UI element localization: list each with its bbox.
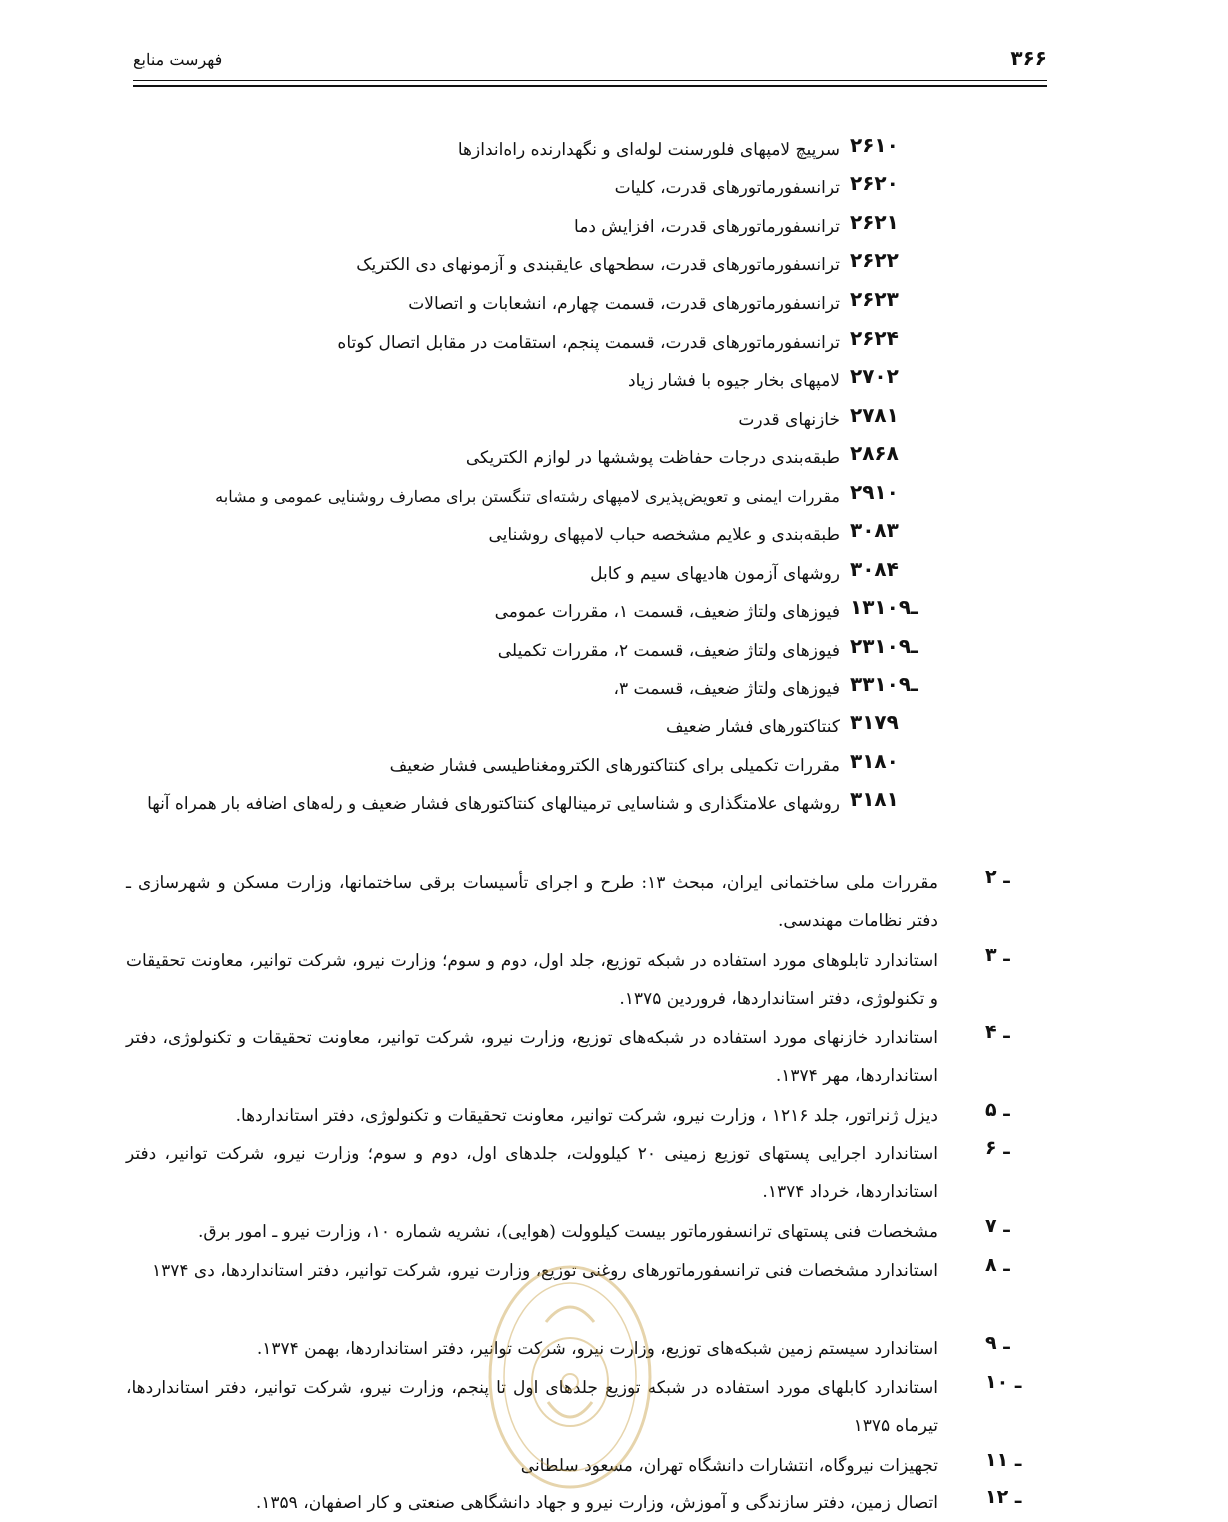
standard-title: ترانسفورماتورهای قدرت، سطحهای عایقبندی و آزمونهای دی الکتریک bbox=[356, 255, 840, 275]
standard-number: ۳۱۷۹ bbox=[850, 710, 899, 734]
header-rule-thin bbox=[133, 80, 1047, 81]
standard-number: ۳ـ۳۱۰۹ bbox=[850, 672, 918, 696]
standard-entry bbox=[0, 401, 1228, 437]
standard-number: ۲۶۲۲ bbox=[850, 248, 899, 272]
reference-number: ۱۱ ـ bbox=[985, 1449, 1022, 1471]
standard-number: ۲۷۰۲ bbox=[850, 364, 899, 388]
reference-entry bbox=[0, 864, 1228, 940]
standard-title: روشهای علامتگذاری و شناسایی ترمینالهای کنتاکتورهای فشار ضعیف و رله‌های اضافه بار همراه آنها bbox=[147, 794, 840, 814]
standard-number: ۲۹۱۰ bbox=[850, 480, 899, 504]
standard-entry bbox=[0, 747, 1228, 783]
reference-entry bbox=[0, 1019, 1228, 1095]
standard-number: ۲۸۶۸ bbox=[850, 441, 899, 465]
standard-entry bbox=[0, 555, 1228, 591]
standard-entry bbox=[0, 324, 1228, 360]
reference-number: ۱۰ ـ bbox=[985, 1371, 1022, 1393]
reference-entry bbox=[0, 1213, 1228, 1251]
standard-number: ۳۰۸۳ bbox=[850, 518, 899, 542]
reference-number: ۲ ـ bbox=[985, 866, 1010, 888]
standard-entry bbox=[0, 670, 1228, 706]
standard-entry bbox=[0, 131, 1228, 167]
reference-text: استاندارد کابلهای مورد استفاده در شبکه توزیع جلدهای اول تا پنجم، وزارت نیرو، شرکت توانیر، دفتر استانداردها، تیرماه ۱۳۷۵ bbox=[126, 1378, 938, 1436]
standard-number: ۲۶۲۴ bbox=[850, 326, 899, 350]
reference-text: مشخصات فنی پستهای ترانسفورماتور بیست کیلوولت (هوایی)، نشریه شماره ۱۰، وزارت نیرو ـ امور برق. bbox=[197, 1222, 938, 1242]
standard-entry bbox=[0, 593, 1228, 629]
reference-text: اتصال زمین، دفتر سازندگی و آموزش، وزارت نیرو و جهاد دانشگاهی صنعتی و کار اصفهان، ۱۳۵۹. bbox=[255, 1493, 938, 1513]
reference-text: دیزل ژنراتور، جلد ۱۲۱۶ ، وزارت نیرو، شرکت توانیر، معاونت تحقیقات و تکنولوژی، دفتر استانداردها. bbox=[235, 1106, 938, 1126]
standard-title: طبقه‌بندی درجات حفاظت پوششها در لوازم الکتریکی bbox=[465, 448, 840, 468]
standard-title: خازنهای قدرت bbox=[738, 410, 840, 430]
reference-text: استاندارد سیستم زمین شبکه‌های توزیع، وزارت نیرو، شرکت توانیر، دفتر استانداردها، بهمن ۱۳۷۴. bbox=[256, 1339, 938, 1359]
standard-number: ۳۱۸۱ bbox=[850, 787, 899, 811]
header-rule-thick bbox=[133, 85, 1047, 87]
standard-title: ترانسفورماتورهای قدرت، افزایش دما bbox=[574, 217, 840, 237]
standard-number: ۲۶۲۰ bbox=[850, 171, 899, 195]
standard-number: ۳۰۸۴ bbox=[850, 557, 899, 581]
standard-title: سرپیچ لامپهای فلورسنت لوله‌ای و نگهدارنده راه‌اندازها bbox=[457, 140, 840, 160]
standard-number: ۱ـ۳۱۰۹ bbox=[850, 595, 918, 619]
reference-text: مقررات ملی ساختمانی ایران، مبحث ۱۳: طرح و اجرای تأسیسات برقی ساختمانها، وزارت مسکن و شهرسازی ـ دفتر نظامات مهندسی. bbox=[126, 873, 938, 931]
reference-number: ۱۲ ـ bbox=[985, 1486, 1022, 1508]
standard-number: ۲۶۲۱ bbox=[850, 210, 899, 234]
standard-title: فیوزهای ولتاژ ضعیف، قسمت ۳، bbox=[613, 679, 840, 699]
reference-entry bbox=[0, 942, 1228, 1018]
reference-number: ۶ ـ bbox=[985, 1137, 1010, 1159]
standard-number: ۲۶۲۳ bbox=[850, 287, 899, 311]
standard-entry bbox=[0, 516, 1228, 552]
standard-title: فیوزهای ولتاژ ضعیف، قسمت ۱، مقررات عمومی bbox=[494, 602, 840, 622]
reference-text: استاندارد خازنهای مورد استفاده در شبکه‌های توزیع، وزارت نیرو، شرکت توانیر، معاونت تحقیقات و تکنولوژی، دفتر استانداردها، مهر ۱۳۷۴. bbox=[126, 1028, 938, 1086]
standard-entry bbox=[0, 362, 1228, 398]
standard-number: ۲ـ۳۱۰۹ bbox=[850, 634, 918, 658]
library-seal-watermark bbox=[486, 1262, 654, 1492]
running-title: فهرست منابع bbox=[133, 50, 223, 69]
reference-text: استاندارد تابلوهای مورد استفاده در شبکه توزیع، جلد اول، دوم و سوم؛ وزارت نیرو، شرکت توانیر، معاونت تحقیقات و تکنولوژی، دفتر استانداردها، فروردین ۱۳۷۵. bbox=[126, 951, 938, 1009]
standard-number: ۲۷۸۱ bbox=[850, 403, 899, 427]
reference-text: تجهیزات نیروگاه، انتشارات دانشگاه تهران، مسعود سلطانی bbox=[520, 1456, 938, 1476]
reference-number: ۷ ـ bbox=[985, 1215, 1010, 1237]
standard-entry bbox=[0, 285, 1228, 321]
standard-entry bbox=[0, 708, 1228, 744]
standard-number: ۲۶۱۰ bbox=[850, 133, 899, 157]
standard-entry bbox=[0, 785, 1228, 861]
reference-number: ۵ ـ bbox=[985, 1099, 1010, 1121]
reference-text: استاندارد اجرایی پستهای توزیع زمینی ۲۰ کیلوولت، جلدهای اول، دوم و سوم؛ وزارت نیرو، شرکت توانیر، دفتر استانداردها، خرداد ۱۳۷۴. bbox=[126, 1144, 938, 1202]
reference-number: ۴ ـ bbox=[985, 1021, 1010, 1043]
standard-entry bbox=[0, 169, 1228, 205]
standard-entry bbox=[0, 439, 1228, 475]
reference-number: ۹ ـ bbox=[985, 1332, 1010, 1354]
standard-title: ترانسفورماتورهای قدرت، قسمت چهارم، انشعابات و اتصالات bbox=[408, 294, 840, 314]
standard-title: کنتاکتورهای فشار ضعیف bbox=[665, 717, 840, 737]
reference-text: استاندارد مشخصات فنی ترانسفورماتورهای روغنی توزیع، وزارت نیرو، شرکت توانیر، دفتر استانداردها، دی ۱۳۷۴ bbox=[151, 1261, 938, 1281]
page-header bbox=[133, 42, 1047, 82]
standard-title: مقررات تکمیلی برای کنتاکتورهای الکترومغناطیسی فشار ضعیف bbox=[389, 756, 840, 776]
standard-title: روشهای آزمون هادیهای سیم و کابل bbox=[590, 564, 840, 584]
standard-title: طبقه‌بندی و علایم مشخصه حباب لامپهای روشنایی bbox=[488, 525, 840, 545]
reference-number: ۳ ـ bbox=[985, 944, 1010, 966]
standard-entry bbox=[0, 246, 1228, 282]
standard-title: ترانسفورماتورهای قدرت، قسمت پنجم، استقامت در مقابل اتصال کوتاه bbox=[337, 333, 840, 353]
standard-entry bbox=[0, 478, 1228, 514]
standard-title: لامپهای بخار جیوه با فشار زیاد bbox=[628, 371, 840, 391]
standard-title: مقررات ایمنی و تعویض‌پذیری لامپهای رشته‌ای تنگستن برای مصارف روشنایی عمومی و مشابه bbox=[215, 487, 840, 506]
standard-entry bbox=[0, 208, 1228, 244]
standard-number: ۳۱۸۰ bbox=[850, 749, 899, 773]
reference-entry bbox=[0, 1097, 1228, 1135]
standard-title: فیوزهای ولتاژ ضعیف، قسمت ۲، مقررات تکمیلی bbox=[497, 641, 840, 661]
standard-title: ترانسفورماتورهای قدرت، کلیات bbox=[614, 178, 840, 198]
reference-entry bbox=[0, 1135, 1228, 1211]
page-number: ۳۶۶ bbox=[1010, 46, 1047, 70]
standard-entry bbox=[0, 632, 1228, 668]
reference-number: ۸ ـ bbox=[985, 1254, 1010, 1276]
